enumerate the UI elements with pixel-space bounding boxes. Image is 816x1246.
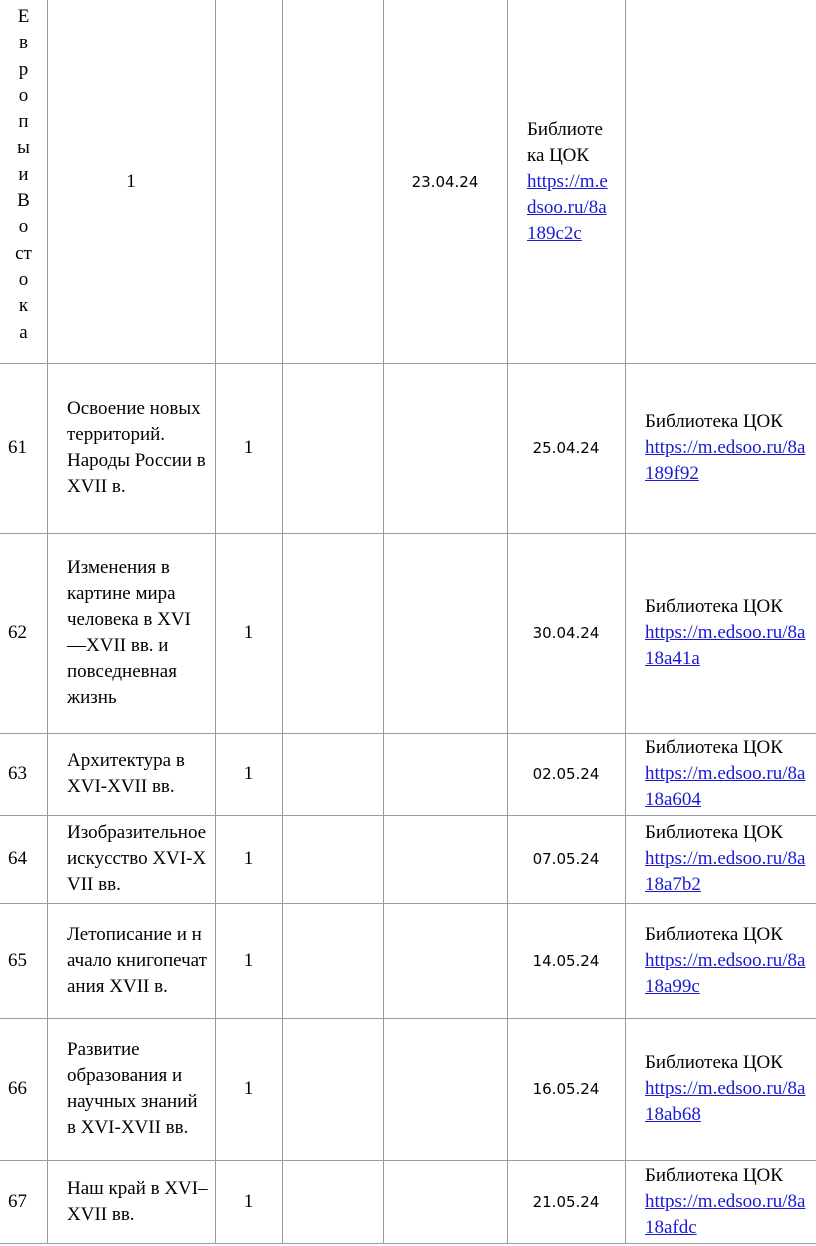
table-row-number: 66 bbox=[8, 1078, 27, 1099]
hours-cell bbox=[47, 0, 215, 363]
grid-line bbox=[215, 0, 216, 363]
resource-title: Библиоте bbox=[527, 118, 603, 140]
grid-line bbox=[383, 363, 384, 1243]
resource-link[interactable]: https://m.edsoo.ru/8a18ab68 bbox=[645, 1078, 806, 1125]
resource-title: Библиотека ЦОК bbox=[645, 1052, 783, 1073]
resource-link[interactable]: 189c2c bbox=[527, 222, 582, 244]
hours-cell: 1 bbox=[243, 622, 254, 643]
date-cell: 16.05.24 bbox=[532, 1080, 600, 1098]
date-cell: 25.04.24 bbox=[532, 439, 600, 457]
date-cell: 14.05.24 bbox=[532, 951, 600, 970]
resource-link[interactable]: https://m.edsoo.ru/8a189f92 bbox=[645, 437, 806, 484]
table-row-number: 64 bbox=[8, 848, 27, 869]
resource-link[interactable]: dsoo.ru/8a bbox=[527, 196, 607, 218]
hours-cell: 1 bbox=[243, 1190, 254, 1212]
resource-title: Библиотека ЦОК bbox=[645, 1164, 783, 1186]
resource-cell bbox=[507, 0, 625, 363]
hours-value: 1 bbox=[126, 170, 136, 192]
resource-link[interactable]: https://m.edsoo.ru/8a18afdc bbox=[645, 1190, 806, 1238]
date-cell: 21.05.24 bbox=[532, 1192, 600, 1211]
grid-line bbox=[625, 0, 626, 363]
resource-cell bbox=[625, 533, 816, 733]
date-cell: 30.04.24 bbox=[532, 624, 600, 642]
topic-cell: Изменения в картине мира человека в XVI—XVII вв. и повседневная жизнь bbox=[67, 557, 191, 708]
hours-cell: 1 bbox=[243, 848, 254, 869]
date-cell: 02.05.24 bbox=[532, 765, 600, 783]
hours-cell: 1 bbox=[243, 949, 254, 971]
resource-title: Библиотека ЦОК bbox=[645, 822, 783, 843]
grid-line bbox=[282, 0, 283, 363]
resource-title: Библиотека ЦОК bbox=[645, 923, 783, 945]
resource-link[interactable]: https://m.edsoo.ru/8a18a41a bbox=[645, 622, 806, 669]
hours-cell: 1 bbox=[243, 437, 254, 458]
topic-cell: Развитие образования и научных знаний в XVI-XVII вв. bbox=[67, 1039, 198, 1138]
hours-cell: 1 bbox=[243, 763, 254, 784]
table-row-number: 61 bbox=[8, 437, 27, 458]
topic-cell: Летописание и начало книгопечатания XVII в. bbox=[67, 923, 207, 997]
resource-cell bbox=[625, 733, 816, 815]
resource-link[interactable]: https://m.edsoo.ru/8a18a7b2 bbox=[645, 848, 806, 895]
resource-title: Библиотека ЦОК bbox=[645, 411, 783, 432]
resource-cell bbox=[625, 1018, 816, 1160]
topic-cell: Изобразительное искусство XVI-XVII вв. bbox=[67, 822, 207, 895]
table-row-number: 67 bbox=[8, 1190, 27, 1212]
resource-cell bbox=[625, 815, 816, 903]
topic-cell: Архитектура в XVI-XVII вв. bbox=[67, 750, 185, 797]
hours-cell: 1 bbox=[243, 1078, 254, 1099]
resource-title: Библиотека ЦОК bbox=[645, 596, 783, 617]
region-vertical-text: Е в р о п ы и В о ст о к а bbox=[15, 6, 32, 343]
table-row-number: 65 bbox=[8, 949, 27, 971]
resource-cell bbox=[625, 903, 816, 1018]
date-value: 23.04.24 bbox=[411, 172, 479, 191]
table-row-number: 62 bbox=[8, 622, 27, 643]
date-cell bbox=[383, 0, 507, 363]
resource-title: Библиотека ЦОК bbox=[645, 737, 783, 758]
table-row-number: 63 bbox=[8, 763, 27, 784]
resource-title: ка ЦОК bbox=[527, 144, 589, 166]
resource-link[interactable]: https://m.edsoo.ru/8a18a99c bbox=[645, 949, 806, 997]
date-cell: 07.05.24 bbox=[532, 850, 600, 868]
topic-cell: Освоение новых территорий. Народы России в XVII в. bbox=[67, 398, 206, 497]
resource-link[interactable]: https://m.e bbox=[527, 170, 608, 192]
resource-cell bbox=[625, 1160, 816, 1243]
resource-link[interactable]: https://m.edsoo.ru/8a18a604 bbox=[645, 763, 806, 810]
grid-line bbox=[282, 363, 283, 1243]
grid-line bbox=[0, 1243, 816, 1244]
resource-cell bbox=[625, 363, 816, 533]
topic-cell: Наш край в XVI–XVII вв. bbox=[67, 1177, 208, 1225]
